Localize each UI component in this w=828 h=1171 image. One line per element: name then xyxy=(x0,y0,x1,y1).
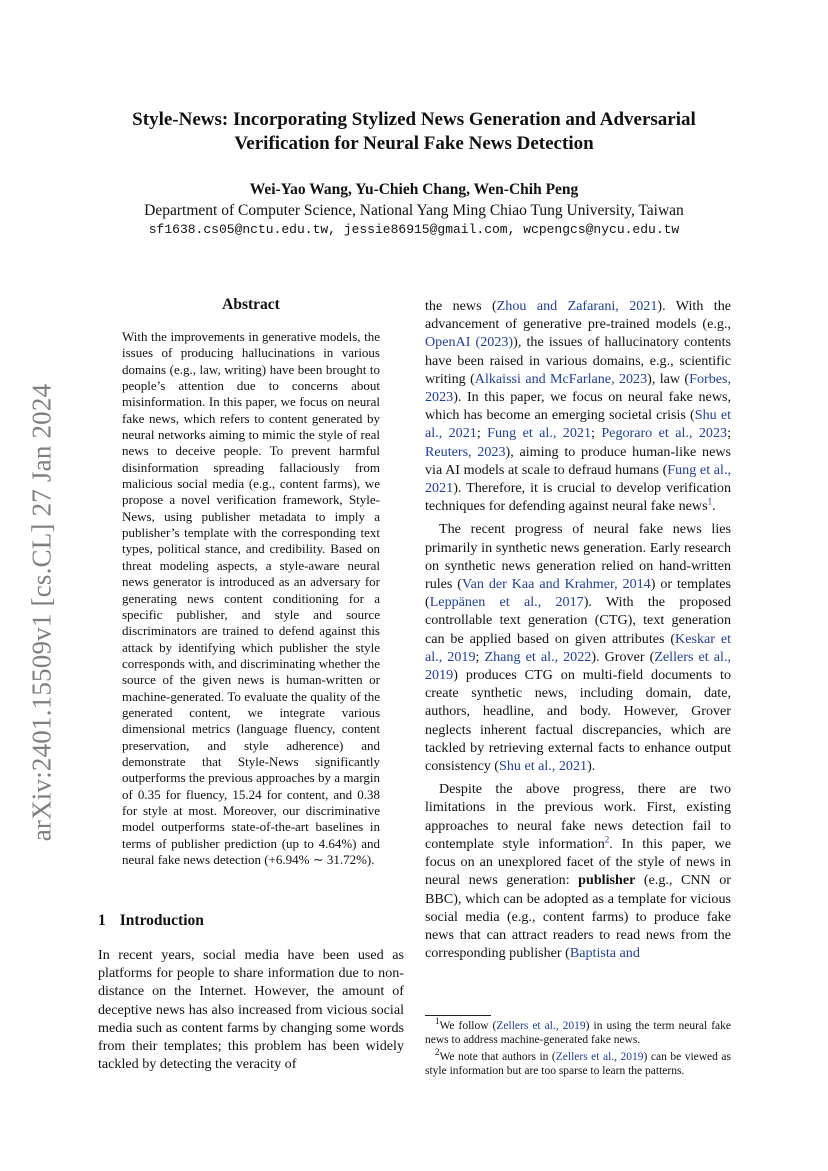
right-column-body xyxy=(425,297,731,962)
citation-link[interactable]: Fung et al., 2021 xyxy=(487,425,591,442)
citation-link[interactable]: Van der Kaa and Krahmer, 2014 xyxy=(462,576,651,593)
citation-link[interactable]: Shu et al., 2021 xyxy=(425,407,731,442)
footnote-number: 2 xyxy=(435,1046,440,1057)
citation-link[interactable]: Zellers et al., 2019 xyxy=(555,1050,644,1063)
intro-paragraph-2: The recent progress of neural fake news lies primarily in synthetic news generation. Early research on synthetic news generation relied on hand-written rules (Van der Kaa and Krahmer, 2014) or templates (Leppänen et al., 2017). With the proposed controllable text generation (CTG), text generation can be applied based on given attributes (Keskar et al., 2019; Zhang et al., 2022). Grover (Zellers et al., 2019) produces CTG on multi-field documents to create synthetic news, including domain, date, authors, headline, and body. However, Grover neglects inherent factual discrepancies, which are tackled by retrieving external facts to enhance output consistency (Shu et al., 2021). xyxy=(425,521,731,775)
section-title: Introduction xyxy=(119,912,204,929)
section-number: 1 xyxy=(98,912,106,929)
citation-link[interactable]: Alkaissi and McFarlane, 2023 xyxy=(474,370,648,387)
citation-link[interactable]: Forbes, 2023 xyxy=(425,370,731,406)
arxiv-side-identifier xyxy=(18,372,66,852)
citation-link[interactable]: Leppänen et al., 2017 xyxy=(429,594,584,611)
abstract-text: With the improvements in generative models, the issues of producing hallucinations in various domains (e.g., law, writing) have been brought to people’s attention due to concerns about misinformation. In this paper, we focus on neural fake news, which refers to content generated by neural networks aiming to mimic the style of real news to deceive people. To prevent harmful disinformation spreading fallaciously from malicious social media (e.g., content farms), we propose a novel verification framework, Style-News, using publisher metadata to imply a publisher’s template with the corresponding text types, political stance, and credibility. Based on threat modeling aspects, a style-aware neural news generator is introduced as an adversary for generating news content conditioning for a specific publisher, and style and source discriminators are trained to defend against this attack by identifying which publisher the style corresponds with, and discriminating whether the source of the given news is human-written or machine-generated. To evaluate the quality of the generated content, we integrate various dimensional metrics (language fluency, content preservation, and style adherence) and demonstrate that Style-News significantly outperforms the previous approaches by a margin of 0.35 for fluency, 15.24 for content, and 0.38 for style at most. Moreover, our discriminative model outperforms state-of-the-art baselines in terms of publisher prediction (up to 4.64%) and neural fake news detection (+6.94% ∼ 31.72%). xyxy=(122,329,380,867)
citation-link[interactable]: Pegoraro et al., 2023 xyxy=(601,425,728,442)
citation-link[interactable]: Zhang et al., 2022 xyxy=(484,648,592,665)
citation-link[interactable]: Zhou and Zafarani, 2021 xyxy=(496,298,658,314)
author-emails: sf1638.cs05@nctu.edu.tw, jessie86915@gmail.com, wcpengcs@nycu.edu.tw xyxy=(148,222,680,237)
citation-link[interactable]: Zellers et al., 2019 xyxy=(496,1020,586,1032)
arxiv-id-text: arXiv:2401.15509v1 [cs.CL] 27 Jan 2024 xyxy=(26,383,57,841)
footnotes xyxy=(425,1016,731,1081)
citation-link[interactable]: Shu et al., 2021 xyxy=(498,758,588,775)
footnote-marker[interactable]: 1 xyxy=(707,496,713,507)
citation-link[interactable]: Keskar et al., 2019 xyxy=(425,630,731,665)
affiliation: Department of Computer Science, National Yang Ming Chiao Tung University, Taiwan xyxy=(144,202,684,219)
intro-paragraph-3: Despite the above progress, there are two limitations in the previous work. First, existing approaches to neural fake news detection fail to contemplate style information$^2$. In this paper, we focus on an unexplored facet of the style of news in neural news generation: publisher (e.g., CNN or BBC), which can be adopted as a template for vicious social media (e.g., content farms) to produce fake news that can attract readers to read news from the corresponding publisher (Baptista and xyxy=(425,781,731,962)
abstract-heading: Abstract xyxy=(222,296,280,313)
footnote-number: 1 xyxy=(435,1016,440,1027)
citation-link[interactable]: Zellers et al., 2019 xyxy=(425,648,731,684)
citation-link[interactable]: Fung et al., 2021 xyxy=(425,461,731,497)
bold-term: publisher xyxy=(578,872,636,889)
citation-link[interactable]: OpenAI (2023) xyxy=(425,334,514,351)
intro-paragraph-1: In recent years, social media have been used as platforms for people to share information due to non-distance on the Internet. However, the amount of deceptive news has also increased from vicious social media such as content farms by changing some words from their templates; this problem has been widely tackled by detecting the veracity of xyxy=(98,947,404,1073)
footnote-1: $^1$We follow (Zellers et al., 2019) in using the term neural fake news to address machine-generated fake news. xyxy=(425,1016,731,1047)
author-list: Wei-Yao Wang, Yu-Chieh Chang, Wen-Chih Peng xyxy=(249,181,579,198)
section-heading-introduction xyxy=(98,912,404,930)
citation-link[interactable]: Baptista and xyxy=(569,945,640,962)
footnote-marker[interactable]: 2 xyxy=(604,834,610,845)
intro-paragraph-continued: the news (Zhou and Zafarani, 2021). With the advancement of generative pre-trained models (e.g., OpenAI (2023)), the issues of hallucinatory contents have been raised in various domains, e.g., scientific writing (Alkaissi and McFarlane, 2023), law (Forbes, 2023). In this paper, we focus on neural fake news, which has become an emerging societal crisis (Shu et al., 2021; Fung et al., 2021; Pegoraro et al., 2023; Reuters, 2023), aiming to produce human-like news via AI models at scale to defraud humans (Fung et al., 2021). Therefore, it is crucial to develop verification techniques for defending against neural fake news$^1$. xyxy=(425,298,731,515)
citation-link[interactable]: Reuters, 2023 xyxy=(425,443,506,460)
paper-title: Style-News: Incorporating Stylized News Generation and Adversarial Verification for Neural Fake News Detection xyxy=(132,109,696,154)
footnote-2: $^2$We note that authors in (Zellers et al., 2019) can be viewed as style information but are too sparse to learn the patterns. xyxy=(425,1046,731,1078)
